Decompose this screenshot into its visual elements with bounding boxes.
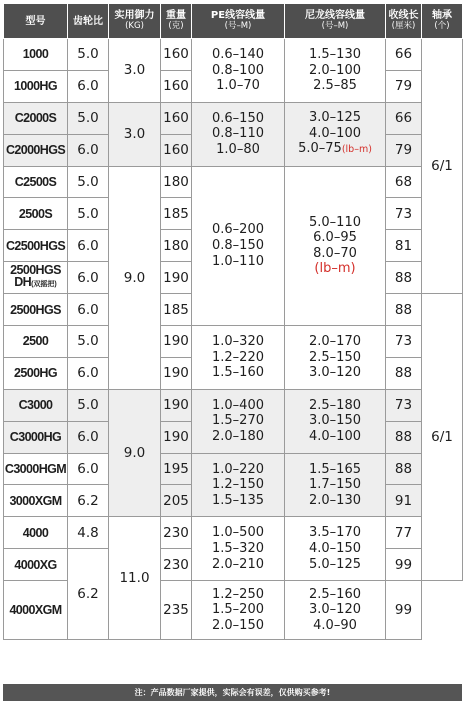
table-row: [4, 389, 463, 421]
nylon-capacity-cell: 3.0–125 4.0–100 5.0–75(lb–m): [285, 102, 386, 166]
retrieve-cell: 99: [386, 581, 422, 640]
header-model: 型号: [4, 4, 68, 39]
retrieve-cell: 81: [386, 230, 422, 262]
table-row: [4, 517, 463, 549]
model-cell: 4000: [4, 517, 68, 549]
gear-cell: 6.2: [68, 485, 109, 517]
model-cell: C3000HGM: [4, 453, 68, 485]
model-cell: 2500S: [4, 198, 68, 230]
retrieve-cell: 66: [386, 102, 422, 134]
table-row: [4, 102, 463, 134]
model-cell: C2500HGS: [4, 230, 68, 262]
retrieve-cell: 99: [386, 549, 422, 581]
weight-cell: 190: [161, 262, 192, 294]
gear-cell: 5.0: [68, 102, 109, 134]
gear-cell: 6.0: [68, 294, 109, 326]
retrieve-cell: 88: [386, 421, 422, 453]
drag-cell: 3.0: [109, 39, 161, 103]
pe-capacity-cell: 1.2–250 1.5–200 2.0–150: [192, 581, 285, 640]
header-drag: 实用御力 (KG): [109, 4, 161, 39]
model-cell: C2000S: [4, 102, 68, 134]
retrieve-cell: 77: [386, 517, 422, 549]
weight-cell: 205: [161, 485, 192, 517]
weight-cell: 160: [161, 70, 192, 102]
gear-cell: 5.0: [68, 39, 109, 71]
model-cell: 3000XGM: [4, 485, 68, 517]
weight-cell: 160: [161, 134, 192, 166]
header-nylon: 尼龙线容线量 (号–M): [285, 4, 386, 39]
model-cell: C2000HGS: [4, 134, 68, 166]
gear-cell: 6.0: [68, 453, 109, 485]
nylon-capacity-cell: 1.5–130 2.0–100 2.5–85: [285, 39, 386, 103]
gear-cell: 6.0: [68, 230, 109, 262]
gear-cell: 6.0: [68, 134, 109, 166]
model-cell: 1000: [4, 39, 68, 71]
drag-cell: 3.0: [109, 102, 161, 166]
weight-cell: 160: [161, 102, 192, 134]
drag-cell: 9.0: [109, 389, 161, 517]
gear-cell: 4.8: [68, 517, 109, 549]
retrieve-cell: 88: [386, 357, 422, 389]
table-row: [4, 166, 463, 198]
nylon-capacity-cell: 2.5–180 3.0–150 4.0–100: [285, 389, 386, 453]
retrieve-cell: 88: [386, 453, 422, 485]
nylon-unit-label: (lb–m): [341, 144, 372, 156]
retrieve-cell: 73: [386, 326, 422, 358]
weight-cell: 180: [161, 166, 192, 198]
retrieve-cell: 66: [386, 39, 422, 71]
header-weight: 重量 (克): [161, 4, 192, 39]
table-row: [4, 326, 463, 358]
model-cell: 4000XG: [4, 549, 68, 581]
table-row: [4, 453, 463, 485]
pe-capacity-cell: 1.0–320 1.2–220 1.5–160: [192, 326, 285, 390]
gear-cell: 6.0: [68, 421, 109, 453]
weight-cell: 180: [161, 230, 192, 262]
bearing-cell: 6/1: [422, 294, 463, 581]
nylon-capacity-cell: 2.0–170 2.5–150 3.0–120: [285, 326, 386, 390]
gear-cell: 6.2: [68, 549, 109, 640]
retrieve-cell: 79: [386, 134, 422, 166]
gear-cell: 5.0: [68, 198, 109, 230]
retrieve-cell: 88: [386, 294, 422, 326]
drag-cell: 9.0: [109, 166, 161, 389]
header-row: [4, 4, 463, 39]
retrieve-cell: 68: [386, 166, 422, 198]
weight-cell: 185: [161, 198, 192, 230]
model-cell: C2500S: [4, 166, 68, 198]
model-cell: C3000HG: [4, 421, 68, 453]
table-row: [4, 39, 463, 71]
retrieve-cell: 91: [386, 485, 422, 517]
retrieve-cell: 73: [386, 198, 422, 230]
weight-cell: 235: [161, 581, 192, 640]
weight-cell: 160: [161, 39, 192, 71]
pe-capacity-cell: 0.6–200 0.8–150 1.0–110: [192, 166, 285, 325]
gear-cell: 6.0: [68, 70, 109, 102]
gear-cell: 5.0: [68, 389, 109, 421]
gear-cell: 6.0: [68, 357, 109, 389]
bearing-cell: 6/1: [422, 39, 463, 294]
model-cell: 2500HGS DH(双摇把): [4, 262, 68, 294]
pe-capacity-cell: 0.6–140 0.8–100 1.0–70: [192, 39, 285, 103]
retrieve-cell: 88: [386, 262, 422, 294]
nylon-unit-label: (lb–m): [314, 261, 356, 277]
drag-cell: 11.0: [109, 517, 161, 640]
gear-cell: 6.0: [68, 262, 109, 294]
nylon-capacity-cell: 5.0–110 6.0–95 8.0–70 (lb–m): [285, 166, 386, 325]
header-pe: PE线容线量 (号–M): [192, 4, 285, 39]
pe-capacity-cell: 1.0–220 1.2–150 1.5–135: [192, 453, 285, 517]
weight-cell: 230: [161, 517, 192, 549]
spec-table: [3, 3, 463, 640]
nylon-capacity-cell: 2.5–160 3.0–120 4.0–90: [285, 581, 386, 640]
weight-cell: 190: [161, 357, 192, 389]
weight-cell: 190: [161, 389, 192, 421]
weight-cell: 230: [161, 549, 192, 581]
weight-cell: 185: [161, 294, 192, 326]
pe-capacity-cell: 0.6–150 0.8–110 1.0–80: [192, 102, 285, 166]
nylon-capacity-cell: 3.5–170 4.0–150 5.0–125: [285, 517, 386, 581]
header-bearing: 轴承 (个): [422, 4, 463, 39]
pe-capacity-cell: 1.0–500 1.5–320 2.0–210: [192, 517, 285, 581]
model-cell: C3000: [4, 389, 68, 421]
header-gear: 齿轮比: [68, 4, 109, 39]
model-cell: 2500: [4, 326, 68, 358]
model-cell: 2500HGS: [4, 294, 68, 326]
weight-cell: 190: [161, 326, 192, 358]
gear-cell: 5.0: [68, 326, 109, 358]
retrieve-cell: 79: [386, 70, 422, 102]
nylon-capacity-cell: 1.5–165 1.7–150 2.0–130: [285, 453, 386, 517]
model-cell: 4000XGM: [4, 581, 68, 640]
gear-cell: 5.0: [68, 166, 109, 198]
model-cell: 1000HG: [4, 70, 68, 102]
pe-capacity-cell: 1.0–400 1.5–270 2.0–180: [192, 389, 285, 453]
weight-cell: 190: [161, 421, 192, 453]
header-retrieve: 收线长 (厘米): [386, 4, 422, 39]
footnote: 注：产品数据厂家提供，实际会有误差，仅供购买参考!: [3, 684, 462, 701]
retrieve-cell: 73: [386, 389, 422, 421]
model-cell: 2500HG: [4, 357, 68, 389]
weight-cell: 195: [161, 453, 192, 485]
